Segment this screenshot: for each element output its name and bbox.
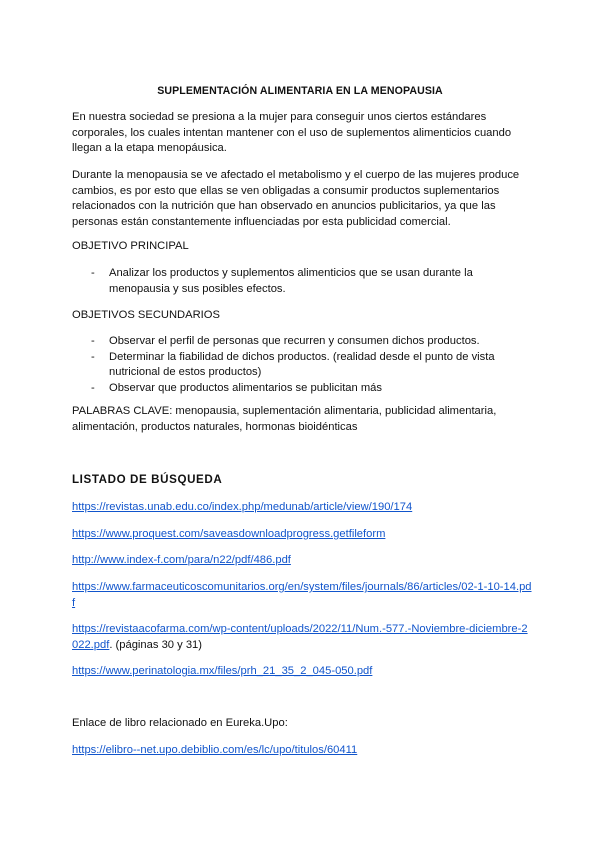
- link-line-1: [72, 500, 532, 516]
- objetivo-principal-heading: OBJETIVO PRINCIPAL: [72, 240, 189, 252]
- reference-link-1[interactable]: https://revistas.unab.edu.co/index.php/medunab/article/view/190/174: [72, 501, 413, 513]
- list-item-text: Observar el perfil de personas que recurren y consumen dichos productos.: [109, 335, 480, 347]
- listado-heading: LISTADO DE BÚSQUEDA: [72, 473, 223, 486]
- objetivo-principal-list: [72, 266, 528, 297]
- reference-link-2[interactable]: https://www.proquest.com/saveasdownloadprogress.getfileform: [72, 528, 386, 540]
- list-item-text: Determinar la fiabilidad de dichos productos. (realidad desde el punto de vista nutricional de estos productos): [109, 350, 495, 378]
- dash-bullet: -: [91, 381, 95, 394]
- list-item: [72, 334, 528, 350]
- document-title: SUPLEMENTACIÓN ALIMENTARIA EN LA MENOPAUSIA: [157, 85, 443, 97]
- list-item: [72, 350, 528, 381]
- reference-link-6[interactable]: https://www.perinatologia.mx/files/prh_21_35_2_045-050.pdf: [72, 665, 373, 677]
- list-item-text: Observar que productos alimentarios se publicitan más: [109, 381, 382, 394]
- objetivos-secundarios-heading: OBJETIVOS SECUNDARIOS: [72, 309, 220, 321]
- dash-bullet: -: [91, 350, 95, 363]
- objetivos-secundarios-list: [72, 334, 528, 396]
- intro-paragraph: En nuestra sociedad se presiona a la mujer para conseguir unos ciertos estándares corporales, los cuales intentan mantener con el uso de suplementos alimenticios cuando llegan a la etapa menopáusica.: [72, 111, 512, 154]
- link-line-3: [72, 553, 532, 569]
- context-paragraph: Durante la menopausia se ve afectado el metabolismo y el cuerpo de las mujeres produce cambios, es por esto que ellas se ven obligadas a consumir productos suplementarios relacionados con la nutrición que han observado en anuncios publicitarios, ya que las personas están constantemente influenciadas por esta publicidad comercial.: [72, 169, 520, 228]
- dash-bullet: -: [91, 267, 95, 279]
- reference-link-4[interactable]: https://www.farmaceuticoscomunitarios.org/en/system/files/journals/86/articles/02-1-10-14.pdf: [72, 581, 532, 609]
- link-line-2: [72, 527, 532, 543]
- link-line-5: [72, 622, 532, 653]
- pages-note: . (páginas 30 y 31): [109, 638, 202, 651]
- reference-link-3[interactable]: http://www.index-f.com/para/n22/pdf/486.pdf: [72, 554, 291, 566]
- libro-link[interactable]: https://elibro--net.upo.debiblio.com/es/lc/upo/titulos/60411: [72, 744, 358, 756]
- dash-bullet: -: [91, 335, 95, 347]
- list-item: [72, 381, 528, 397]
- link-line-4: [72, 580, 532, 611]
- link-line-6: [72, 664, 532, 680]
- palabras-clave: PALABRAS CLAVE: menopausia, suplementación alimentaria, publicidad alimentaria, alimentación, productos naturales, hormonas bioidénticas: [72, 405, 497, 433]
- libro-link-line: [72, 743, 532, 759]
- list-item: [72, 266, 528, 297]
- reference-link-5[interactable]: https://revistaacofarma.com/wp-content/uploads/2022/11/Num.-577.-Noviembre-diciembre-2022.pdf: [72, 623, 528, 651]
- libro-label: Enlace de libro relacionado en Eureka.Upo:: [72, 717, 288, 729]
- list-item-text: Analizar los productos y suplementos alimenticios que se usan durante la menopausia y sus posibles efectos.: [109, 267, 473, 295]
